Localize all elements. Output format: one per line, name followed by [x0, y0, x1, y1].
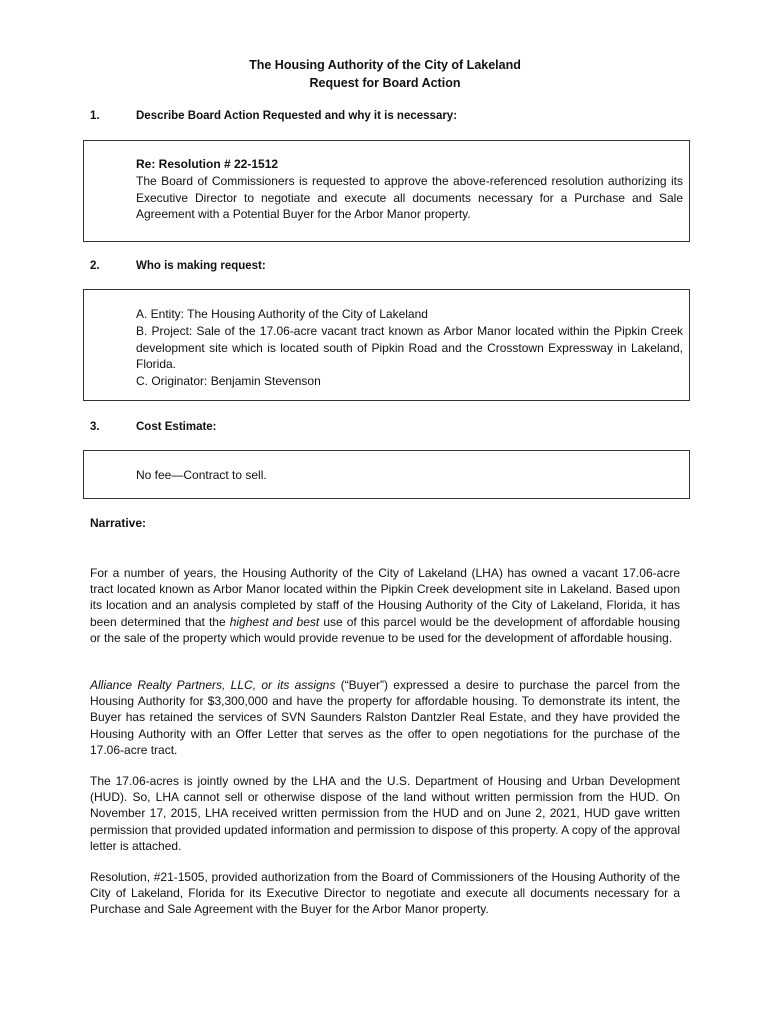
section-2-box [83, 289, 690, 401]
document-title: The Housing Authority of the City of Lakeland [249, 58, 521, 72]
resolution-label: Re: Resolution # 22-1512 [136, 157, 279, 171]
narrative-paragraph-3: The 17.06-acres is jointly owned by the LHA and the U.S. Department of Housing and Urban Development (HUD). So, LHA cannot sell or otherwise dispose of the land without written permission from the HUD. On November 17, 2015, LHA received written permission from the HUD and on June 2, 2021, HUD gave written permission that provided updated information and permission to dispose of this property. A copy of the approval letter is attached. [90, 774, 680, 853]
section-2-number: 2. [90, 260, 100, 272]
narrative-paragraph-4: Resolution, #21-1505, provided authorization from the Board of Commissioners of the Housing Authority of the City of Lakeland, Florida for its Executive Director to negotiate and execute all documents necessary for a Purchase and Sale Agreement with the Buyer for the Arbor Manor property. [90, 870, 680, 917]
section-3-box [83, 450, 690, 499]
section-1-heading: Describe Board Action Requested and why it is necessary: [136, 110, 458, 122]
section-1-text: The Board of Commissioners is requested to approve the above-referenced resolution authorizing its Executive Director to negotiate and execute all documents necessary for a Purchase and Sale Agreement with a Potential Buyer for the Arbor Manor property. [136, 173, 683, 222]
narrative-paragraph-1: For a number of years, the Housing Authority of the City of Lakeland (LHA) has owned a vacant 17.06-acre tract located known as Arbor Manor located within the Pipkin Creek development site in Lakeland. Based upon its location and an analysis completed by staff of the Housing Authority of the City of Lakeland, Florida, it has been determined that the highest and best use of this parcel would be the development of affordable housing or the sale of the property which would provide revenue to be used for the development of affordable housing. [90, 566, 680, 645]
document-subtitle: Request for Board Action [309, 76, 461, 90]
entity-line: A. Entity: The Housing Authority of the City of Lakeland [136, 307, 428, 321]
cost-estimate-text: No fee—Contract to sell. [136, 468, 267, 482]
section-1-number: 1. [90, 110, 100, 122]
narrative-paragraph-2: Alliance Realty Partners, LLC, or its assigns (“Buyer”) expressed a desire to purchase the parcel from the Housing Authority for $3,300,000 and have the property for affordable housing. To demonstrate its intent, the Buyer has retained the services of SVN Saunders Ralston Dantzler Real Estate, and they have provided the Housing Authority with an Offer Letter that serves as the offer to open negotiations for the purchase of the 17.06-acre tract. [90, 678, 680, 757]
section-2-heading: Who is making request: [136, 260, 266, 272]
section-3-heading: Cost Estimate: [136, 421, 217, 433]
originator-line: C. Originator: Benjamin Stevenson [136, 374, 321, 389]
section-3-number: 3. [90, 421, 100, 433]
narrative-heading: Narrative: [90, 516, 147, 530]
section-1-box [83, 140, 690, 242]
project-line: B. Project: Sale of the 17.06-acre vacant tract known as Arbor Manor located within the Pipkin Creek development site which is located south of Pipkin Road and the Crosstown Expressway in Lakeland, Florida. [136, 323, 683, 372]
